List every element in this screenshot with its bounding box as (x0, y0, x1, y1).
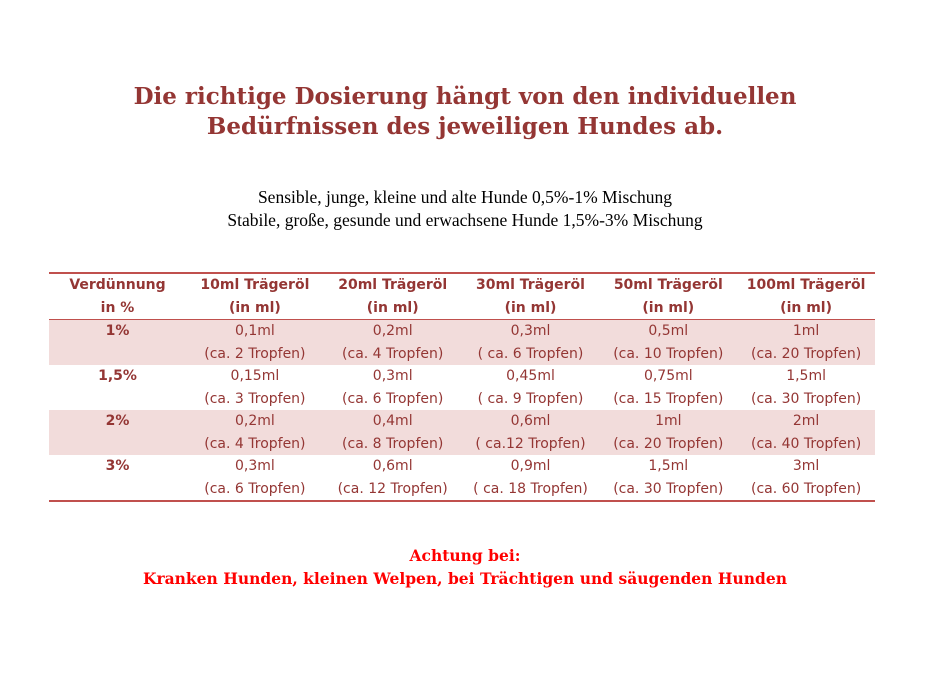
header-50ml: 50ml Trägeröl (599, 273, 737, 297)
cell-drops: (ca. 30 Tropfen) (751, 390, 862, 407)
warning-note (0, 544, 930, 590)
cell-drops: (ca. 20 Tropfen) (737, 343, 875, 366)
header-30ml: 30ml Trägeröl (462, 273, 600, 297)
cell-drops: ( ca.12 Tropfen) (462, 433, 600, 456)
cell-drops: (ca. 6 Tropfen) (342, 390, 444, 407)
guidance-line-1: Sensible, junge, kleine und alte Hunde 0,5%-1% Mischung (257, 187, 673, 207)
cell-drops: (ca. 60 Tropfen) (737, 478, 875, 502)
cell-drops: ( ca. 6 Tropfen) (462, 343, 600, 366)
header-100ml: 100ml Trägeröl (737, 273, 875, 297)
cell-ml: 0,15ml (230, 368, 280, 384)
header-20ml-unit: (in ml) (324, 297, 462, 320)
cell-ml: 0,2ml (186, 410, 324, 433)
cell-drops: (ca. 4 Tropfen) (324, 343, 462, 366)
row-percent: 3% (49, 455, 186, 501)
cell-ml: 0,6ml (462, 410, 600, 433)
title-line-1: Die richtige Dosierung hängt von den individuellen (133, 83, 797, 110)
cell-ml: 0,1ml (186, 320, 324, 343)
cell-drops: (ca. 20 Tropfen) (599, 433, 737, 456)
header-10ml: 10ml Trägeröl (186, 273, 324, 297)
header-20ml: 20ml Trägeröl (324, 273, 462, 297)
header-row-units (49, 297, 875, 320)
cell-ml: 2ml (737, 410, 875, 433)
dosage-guidance (0, 186, 930, 232)
cell-drops: (ca. 3 Tropfen) (204, 390, 306, 407)
cell-drops: (ca. 40 Tropfen) (737, 433, 875, 456)
cell-ml: 0,3ml (235, 458, 275, 474)
table-row (49, 455, 875, 478)
cell-drops: ( ca. 18 Tropfen) (462, 478, 600, 502)
header-10ml-unit: (in ml) (186, 297, 324, 320)
cell-ml: 0,45ml (506, 368, 555, 384)
cell-ml: 0,2ml (324, 320, 462, 343)
cell-ml: 0,6ml (372, 458, 413, 474)
guidance-line-2: Stabile, große, gesunde und erwachsene Hunde 1,5%-3% Mischung (227, 210, 703, 230)
table-row (49, 410, 875, 433)
cell-ml: 0,4ml (324, 410, 462, 433)
table-row (49, 320, 875, 343)
cell-ml: 0,9ml (510, 458, 551, 474)
dosage-table (49, 272, 875, 502)
cell-ml: 0,5ml (599, 320, 737, 343)
cell-drops: (ca. 4 Tropfen) (186, 433, 324, 456)
cell-ml: 3ml (792, 458, 820, 474)
cell-drops: (ca. 12 Tropfen) (324, 478, 462, 502)
row-percent: 1% (49, 320, 186, 366)
cell-ml: 1ml (737, 320, 875, 343)
warning-text: Kranken Hunden, kleinen Welpen, bei Trächtigen und säugenden Hunden (142, 569, 787, 588)
table-header (49, 273, 875, 320)
warning-heading: Achtung bei: (409, 546, 521, 565)
cell-drops: (ca. 15 Tropfen) (613, 390, 724, 407)
header-50ml-unit: (in ml) (599, 297, 737, 320)
header-dilution: Verdünnung (49, 273, 186, 297)
cell-drops: (ca. 30 Tropfen) (599, 478, 737, 502)
title-line-2: Bedürfnissen des jeweiligen Hundes ab. (206, 113, 724, 140)
cell-ml: 0,3ml (372, 368, 413, 384)
cell-drops: (ca. 8 Tropfen) (324, 433, 462, 456)
cell-drops: (ca. 2 Tropfen) (186, 343, 324, 366)
header-dilution-unit: in % (49, 297, 186, 320)
cell-drops: ( ca. 9 Tropfen) (477, 390, 584, 407)
row-percent: 1,5% (98, 368, 137, 384)
header-100ml-unit: (in ml) (737, 297, 875, 320)
cell-ml: 0,3ml (462, 320, 600, 343)
cell-ml: 0,75ml (643, 368, 693, 384)
cell-ml: 1ml (599, 410, 737, 433)
cell-drops: (ca. 10 Tropfen) (599, 343, 737, 366)
table-row (49, 365, 875, 388)
cell-drops: (ca. 6 Tropfen) (186, 478, 324, 502)
header-30ml-unit: (in ml) (462, 297, 600, 320)
cell-ml: 1,5ml (786, 368, 826, 384)
header-row (49, 273, 875, 297)
page-title (0, 82, 930, 142)
cell-ml: 1,5ml (648, 458, 689, 474)
row-percent: 2% (49, 410, 186, 455)
